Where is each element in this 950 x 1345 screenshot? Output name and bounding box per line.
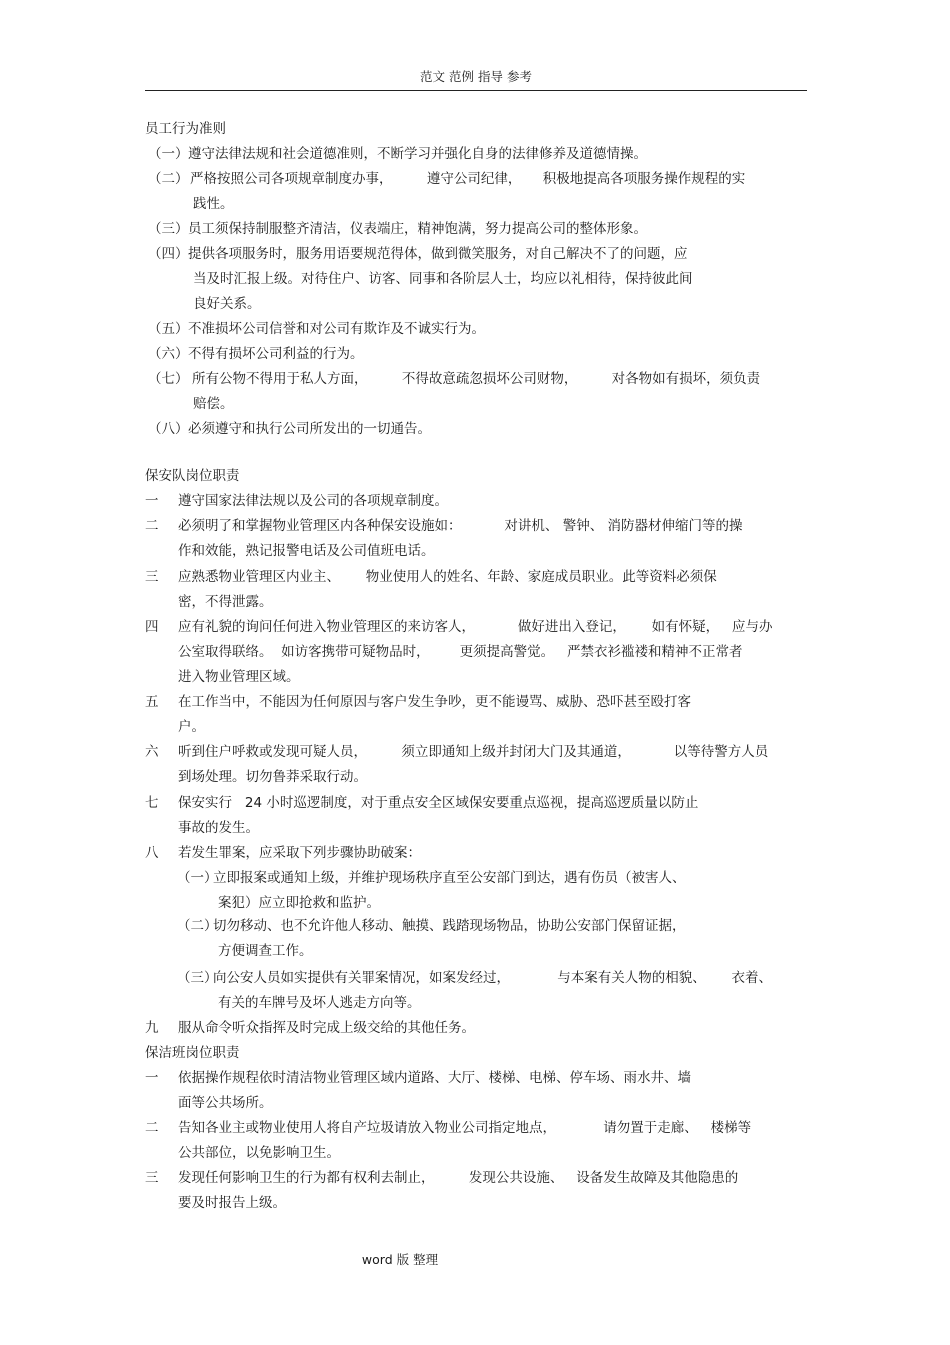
- duty-item-text: 必须明了和掌握物业管理区内各种保安设施如： 对讲机、 警钟、 消防器材伸缩门等的操: [178, 518, 743, 534]
- duty-item-marker: 七: [145, 795, 159, 811]
- duty-item-text: 保安实行 24 小时巡逻制度，对于重点安全区域保安要重点巡视，提高巡逻质量以防止: [178, 795, 699, 811]
- duty-item-marker: 六: [145, 744, 159, 760]
- duty-subitem-text: 向公安人员如实提供有关罪案情况，如案发经过， 与本案有关人物的相貌、 衣着、: [213, 970, 772, 986]
- rule-item-marker: （六）: [148, 346, 189, 362]
- rule-item-marker: （三）: [148, 221, 189, 237]
- duty-item-text: 告知各业主或物业使用人将自产垃圾请放入物业公司指定地点， 请勿置于走廊、 楼梯等: [178, 1120, 752, 1136]
- duty-item-text: 作和效能，熟记报警电话及公司值班电话。: [178, 543, 435, 559]
- duty-item-text: 依据操作规程依时清洁物业管理区域内道路、大厅、楼梯、电梯、停车场、雨水井、墙: [178, 1070, 691, 1086]
- rule-item-text: 不得有损坏公司利益的行为。: [188, 346, 364, 362]
- rule-item-text: 提供各项服务时，服务用语要规范得体，做到微笑服务，对自己解决不了的问题，应: [188, 246, 688, 262]
- rule-item-text: 赔偿。: [193, 396, 234, 412]
- section-title: 保洁班岗位职责: [145, 1045, 240, 1061]
- rule-item-text: 必须遵守和执行公司所发出的一切通告。: [188, 421, 431, 437]
- duty-item-text: 应有礼貌的询问任何进入物业管理区的来访客人， 做好进出入登记， 如有怀疑， 应与办: [178, 619, 773, 635]
- duty-item-text: 若发生罪案，应采取下列步骤协助破案：: [178, 845, 421, 861]
- rule-item-text: 严格按照公司各项规章制度办事， 遵守公司纪律， 积极地提高各项服务操作规程的实: [190, 171, 746, 187]
- duty-item-text: 户。: [178, 719, 205, 735]
- duty-subitem-text: 立即报案或通知上级，并维护现场秩序直至公安部门到达，遇有伤员（被害人、: [213, 870, 686, 886]
- duty-item-text: 遵守国家法律法规以及公司的各项规章制度。: [178, 493, 448, 509]
- duty-item-text: 服从命令听众指挥及时完成上级交给的其他任务。: [178, 1020, 475, 1036]
- duty-item-marker: 五: [145, 694, 159, 710]
- section-title: 员工行为准则: [145, 121, 226, 137]
- rule-item-marker: （四）: [148, 246, 189, 262]
- duty-item-marker: 八: [145, 845, 159, 861]
- duty-item-text: 公共部位，以免影响卫生。: [178, 1145, 340, 1161]
- duty-item-marker: 四: [145, 619, 159, 635]
- duty-item-text: 发现任何影响卫生的行为都有权利去制止， 发现公共设施、 设备发生故障及其他隐患的: [178, 1170, 739, 1186]
- section-title: 保安队岗位职责: [145, 468, 240, 484]
- duty-item-text: 公室取得联络。 如访客携带可疑物品时， 更须提高警觉。 严禁衣衫褴褛和精神不正常者: [178, 644, 743, 660]
- duty-item-text: 密，不得泄露。: [178, 594, 273, 610]
- duty-item-marker: 二: [145, 518, 159, 534]
- rule-item-text: 不准损坏公司信誉和对公司有欺诈及不诚实行为。: [188, 321, 485, 337]
- rule-item-marker: （二）: [148, 171, 189, 187]
- rule-item-marker: （七）: [148, 371, 189, 387]
- duty-subitem-marker: （三）: [177, 970, 218, 986]
- duty-subitem-text: 方便调查工作。: [218, 943, 313, 959]
- duty-subitem-marker: （二）: [177, 918, 218, 934]
- rule-item-text: 良好关系。: [193, 296, 261, 312]
- page-footer: word 版 整理: [361, 1252, 439, 1267]
- duty-item-marker: 一: [145, 493, 159, 509]
- duty-subitem-text: 切勿移动、也不允许他人移动、触摸、践踏现场物品，协助公安部门保留证据，: [213, 918, 686, 934]
- duty-item-text: 听到住户呼救或发现可疑人员， 须立即通知上级并封闭大门及其通道， 以等待警方人员: [178, 744, 769, 760]
- duty-item-marker: 三: [145, 1170, 159, 1186]
- duty-subitem-marker: （一）: [177, 870, 218, 886]
- rule-item-text: 遵守法律法规和社会道德准则，不断学习并强化自身的法律修养及道德情操。: [188, 146, 647, 162]
- rule-item-text: 践性。: [193, 196, 234, 212]
- rule-item-text: 员工须保持制服整齐清洁，仪表端庄，精神饱满，努力提高公司的整体形象。: [188, 221, 647, 237]
- duty-item-marker: 三: [145, 569, 159, 585]
- rule-item-marker: （一）: [148, 146, 189, 162]
- duty-item-marker: 九: [145, 1020, 159, 1036]
- duty-item-text: 进入物业管理区域。: [178, 669, 300, 685]
- duty-item-marker: 一: [145, 1070, 159, 1086]
- duty-item-text: 事故的发生。: [178, 820, 259, 836]
- duty-item-text: 面等公共场所。: [178, 1095, 273, 1111]
- rule-item-text: 当及时汇报上级。对待住户、访客、同事和各阶层人士，均应以礼相待，保持彼此间: [193, 271, 693, 287]
- duty-item-marker: 二: [145, 1120, 159, 1136]
- rule-item-marker: （八）: [148, 421, 189, 437]
- rule-item-text: 所有公物不得用于私人方面， 不得故意疏忽损坏公司财物， 对各物如有损坏，须负责: [192, 371, 761, 387]
- duty-item-text: 要及时报告上级。: [178, 1195, 286, 1211]
- rule-item-marker: （五）: [148, 321, 189, 337]
- duty-subitem-text: 有关的车牌号及坏人逃走方向等。: [218, 995, 421, 1011]
- duty-subitem-text: 案犯）应立即抢救和监护。: [218, 895, 380, 911]
- page-header: 范文 范例 指导 参考: [145, 66, 807, 91]
- duty-item-text: 应熟悉物业管理区内业主、 物业使用人的姓名、年龄、家庭成员职业。此等资料必须保: [178, 569, 717, 585]
- duty-item-text: 在工作当中，不能因为任何原因与客户发生争吵，更不能谩骂、威胁、恐吓甚至殴打客: [178, 694, 691, 710]
- duty-item-text: 到场处理。切勿鲁莽采取行动。: [178, 769, 367, 785]
